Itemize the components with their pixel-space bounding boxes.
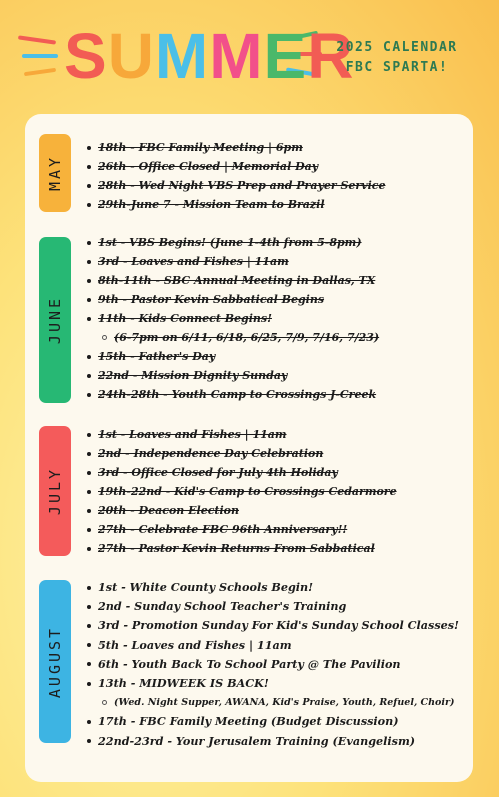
month-label-july: JULY [46,466,64,516]
list-subitem: (6-7pm on 6/11, 6/18, 6/25, 7/9, 7/16, 7/23) [87,328,379,347]
list-item: 3rd - Loaves and Fishes | 11am [87,252,379,271]
summer-title [64,16,354,96]
list-item: 28th - Wed Night VBS Prep and Prayer Service [87,176,385,195]
list-item: 3rd - Promotion Sunday For Kid's Sunday School Classes! [87,616,459,635]
calendar-card [25,114,473,782]
list-item: 26th - Office Closed | Memorial Day [87,157,385,176]
list-item: 29th-June 7 - Mission Team to Brazil [87,195,385,214]
sunray-left-1 [18,35,56,44]
month-tab-june [39,237,71,403]
title-letter: M [209,20,264,92]
list-subitem: (Wed. Night Supper, AWANA, Kid's Praise, Youth, Refuel, Choir) [87,693,459,712]
list-item: 11th - Kids Connect Begins! [87,309,379,328]
list-item: 17th - FBC Family Meeting (Budget Discussion) [87,712,459,731]
list-item: 2nd - Sunday School Teacher's Training [87,597,459,616]
list-item: 3rd - Office Closed for July 4th Holiday [87,463,397,482]
month-list-may [87,138,385,214]
list-item: 19th-22nd - Kid's Camp to Crossings Cedarmore [87,482,397,501]
month-tab-july [39,426,71,556]
list-item: 24th-28th - Youth Camp to Crossings J-Creek [87,385,379,404]
month-label-may: MAY [46,154,64,192]
list-item: 2nd - Independence Day Celebration [87,444,397,463]
title-letter: E [263,20,308,92]
list-item: 1st - VBS Begins! (June 1-4th from 5-8pm) [87,233,379,252]
list-item: 15th - Father's Day [87,347,379,366]
list-item: 9th - Pastor Kevin Sabbatical Begins [87,290,379,309]
list-item: 13th - MIDWEEK IS BACK! [87,674,459,693]
month-tab-may [39,134,71,212]
title-letter: M [154,20,210,92]
list-item: 1st - Loaves and Fishes | 11am [87,425,397,444]
month-label-june: JUNE [46,295,64,345]
list-item: 1st - White County Schools Begin! [87,578,459,597]
list-item: 5th - Loaves and Fishes | 11am [87,636,459,655]
list-item: 22nd - Mission Dignity Sunday [87,366,379,385]
month-list-june [87,233,379,404]
title-letter: U [107,20,155,92]
list-item: 27th - Celebrate FBC 96th Anniversary!! [87,520,397,539]
list-item: 20th - Deacon Election [87,501,397,520]
list-item: 18th - FBC Family Meeting | 6pm [87,138,385,157]
month-label-august: AUGUST [46,625,64,698]
subtitle-line-1: 2025 CALENDAR [336,40,458,55]
list-item: 22nd-23rd - Your Jerusalem Training (Evangelism) [87,732,459,751]
title-letter: S [64,20,108,92]
month-list-july [87,425,397,558]
month-tab-august [39,580,71,743]
sunray-left-3 [24,68,56,76]
subtitle-line-2: FBC SPARTA! [345,60,449,75]
title-letter: R [307,20,355,92]
sunray-left-2 [22,54,58,58]
list-item: 8th-11th - SBC Annual Meeting in Dallas, TX [87,271,379,290]
list-item: 6th - Youth Back To School Party @ The Pavilion [87,655,459,674]
month-list-august [87,578,459,751]
list-item: 27th - Pastor Kevin Returns From Sabbatical [87,539,397,558]
calendar-subtitle [331,38,463,78]
